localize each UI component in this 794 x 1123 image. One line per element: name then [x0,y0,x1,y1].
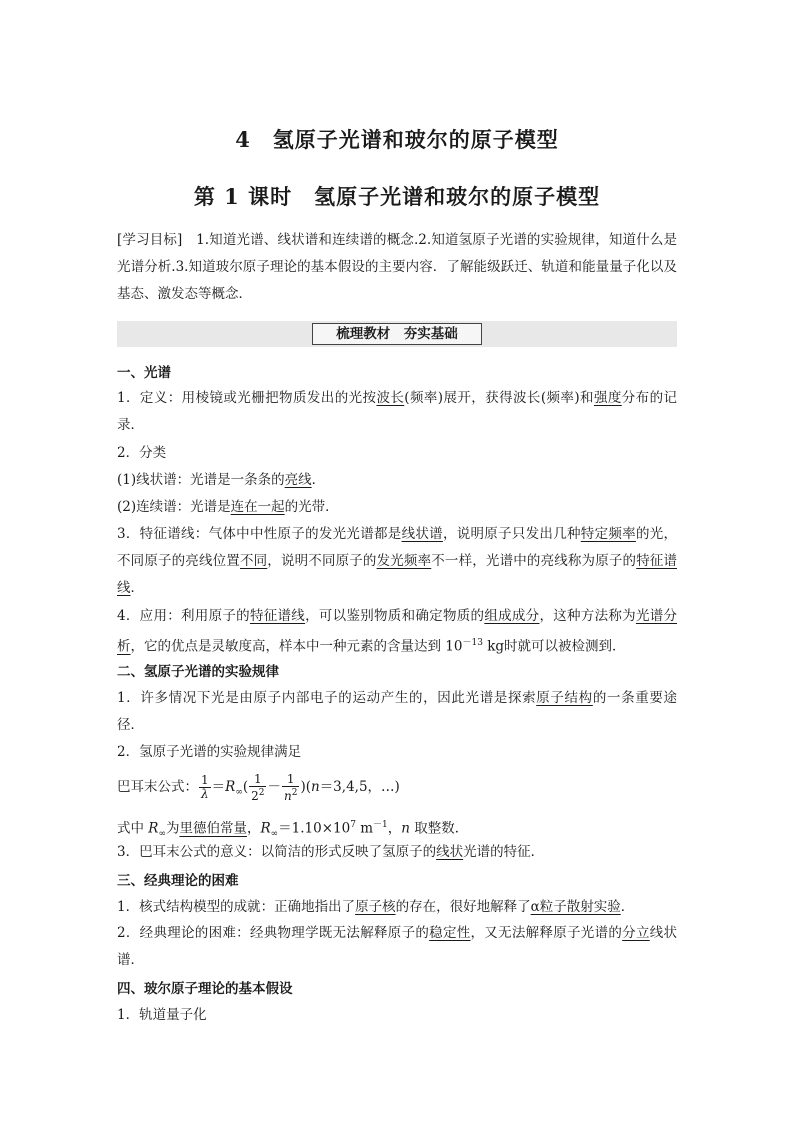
fraction-one-over-two-squared: $\frac{1}{2^2}$ [251,771,265,803]
banner-label: 梳理教材 夯实基础 [312,323,482,345]
paragraph-application: 4．应用：利用原子的特征谱线，可以鉴别物质和确定物质的组成成分，这种方法称为光谱分析，它的优点是灵敏度高，样本中一种元素的含量达到 $10^{-13}$ kg时就可以被检测到． [117,608,678,655]
paragraph-line-spectrum: (1)线状谱：光谱是一条条的亮线． [117,472,326,488]
page-title: 4 氢原子光谱和玻尔的原子模型 [235,127,559,152]
section-heading-3: 三、经典理论的困难 [117,873,239,889]
section-banner [117,321,677,347]
paragraph-classification: 2．分类 [117,445,167,461]
paragraph-spectrum-origin: 1．许多情况下光是由原子内部电子的运动产生的，因此光谱是探索原子结构的一条重要途径． [117,690,678,733]
paragraph-experimental-law: 2．氢原子光谱的实验规律满足 [117,744,302,760]
section-heading-2: 二、氢原子光谱的实验规律 [117,664,279,680]
paragraph-rydberg-constant: 式中 $R_\infty$为里德伯常量，$R_\infty=1.10\times 10^7$ $m^{-1}$，n 取整数． [117,820,469,840]
balmer-formula: 巴耳末公式： $\frac{1}{\lambda}$ $=R_\infty$( $\frac{1}{2^2}$ － $\frac{1}{n^2}$ )(n＝3,4,5，…) [117,771,400,803]
paragraph-nuclear-model: 1．核式结构模型的成就：正确地指出了原子核的存在，很好地解释了α粒子散射实验． [117,899,635,915]
lesson-subtitle: 第 1 课时 氢原子光谱和玻尔的原子模型 [193,184,601,209]
paragraph-characteristic-lines: 3．特征谱线：气体中中性原子的发光光谱都是线状谱，说明原子只发出几种特定频率的光，不同原子的亮线位置不同，说明不同原子的发光频率不一样，光谱中的亮线称为原子的特征谱线． [117,526,678,596]
section-heading-4: 四、玻尔原子理论的基本假设 [117,981,293,997]
paragraph-continuous-spectrum: (2)连续谱：光谱是连在一起的光带． [117,499,339,515]
paragraph-balmer-significance: 3．巴耳末公式的意义：以简洁的形式反映了氢原子的线状光谱的特征． [117,844,545,860]
paragraph-classical-difficulty: 2．经典理论的困难：经典物理学既无法解释原子的稳定性，又无法解释原子光谱的分立线状谱． [117,925,678,968]
paragraph-definition: 1．定义：用棱镜或光栅把物质发出的光按波长(频率)展开，获得波长(频率)和强度分布的记录． [117,390,678,433]
fraction-one-over-n-squared: $\frac{1}{n^2}$ [283,771,298,803]
paragraph-orbit-quantization: 1．轨道量子化 [117,1007,207,1023]
section-heading-1: 一、光谱 [117,365,171,381]
learning-objectives: [学习目标] 1.知道光谱、线状谱和连续谱的概念.2.知道氢原子光谱的实验规律，知道什么是光谱分析.3.知道玻尔原子理论的基本假设的主要内容．了解能级跃迁、轨道和能量量子化以及基态、激发态等概念． [117,232,677,302]
fraction-one-over-lambda: $\frac{1}{\lambda}$ [201,773,209,801]
